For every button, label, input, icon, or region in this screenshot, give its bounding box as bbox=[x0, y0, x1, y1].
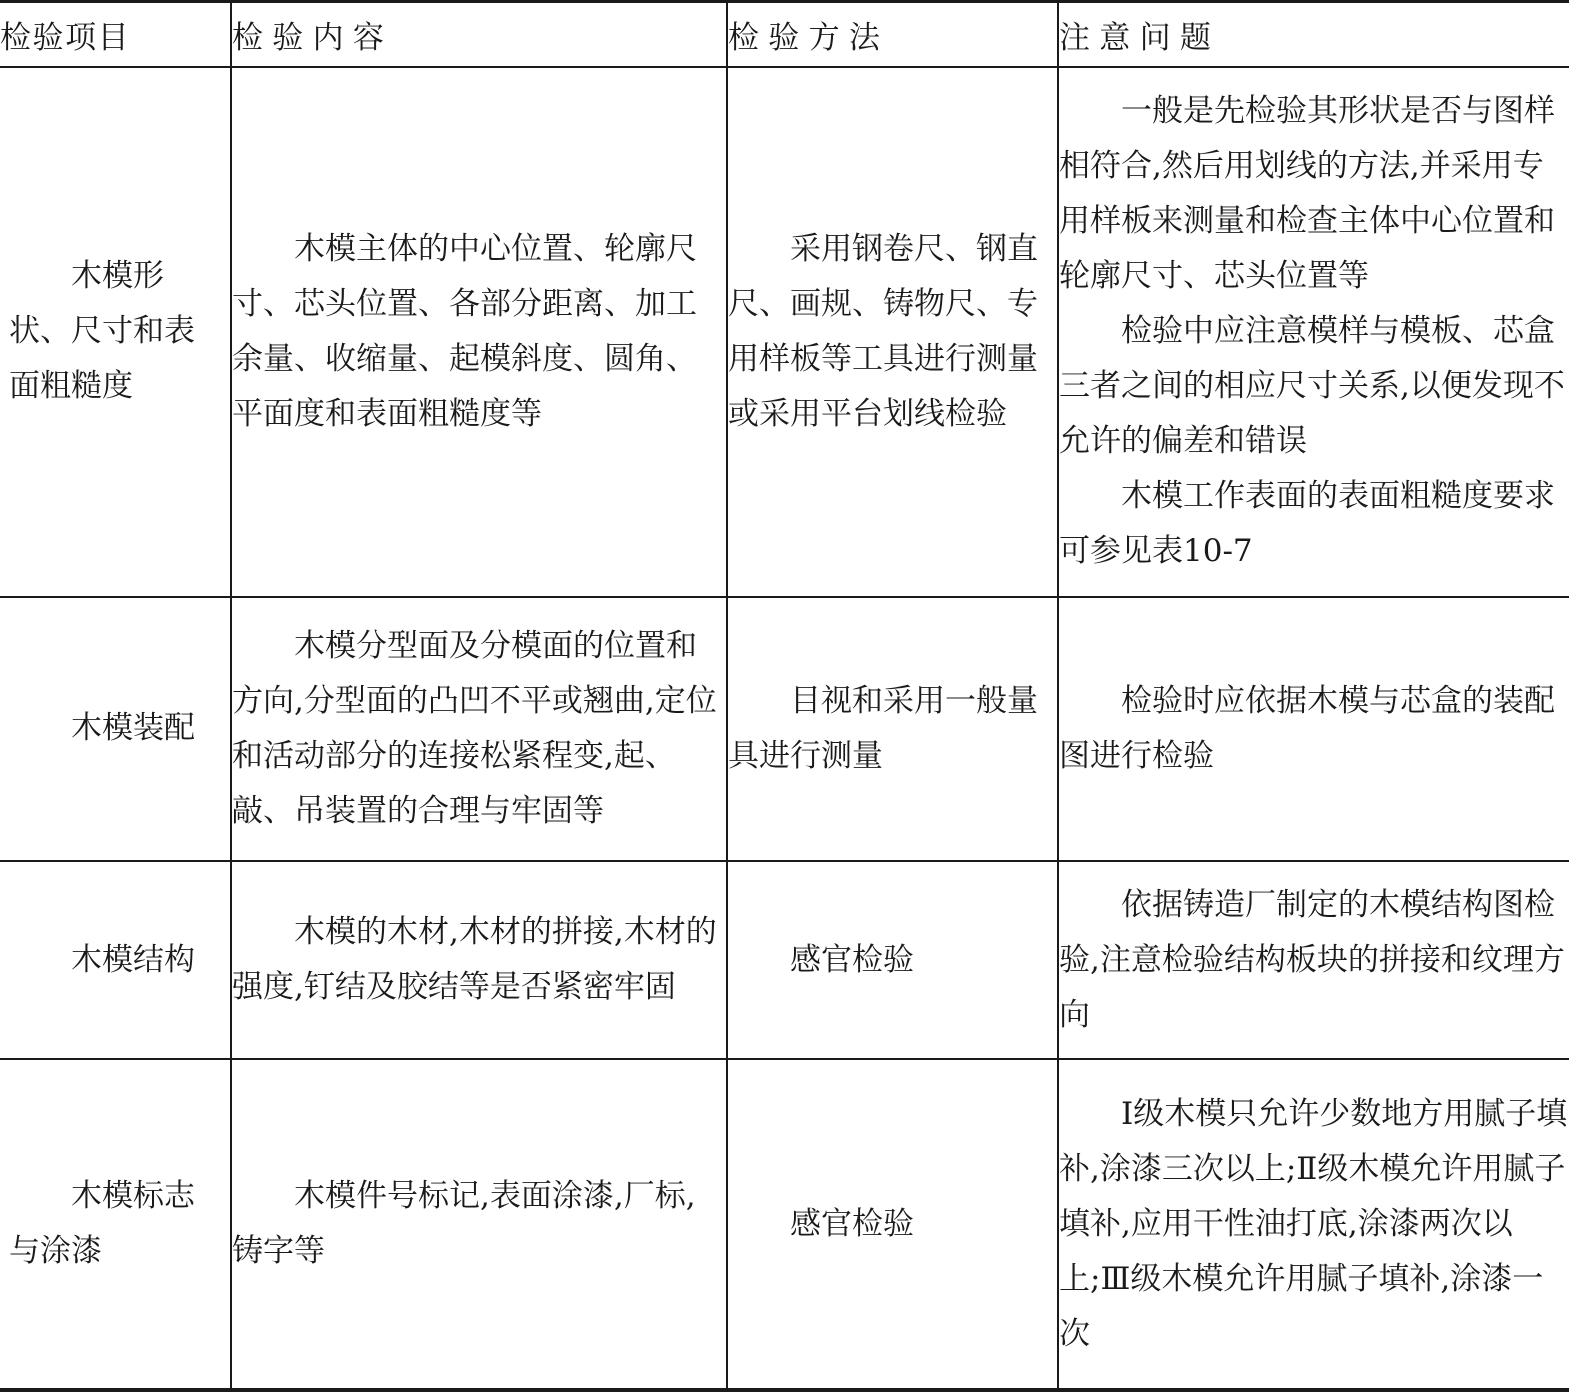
item-cell bbox=[0, 597, 231, 861]
notes-cell bbox=[1058, 861, 1569, 1059]
notes-cell bbox=[1058, 597, 1569, 861]
method-cell bbox=[727, 861, 1058, 1059]
method-text: 目视和采用一般量具进行测量 bbox=[728, 682, 1038, 774]
table-row bbox=[0, 1059, 1569, 1390]
item-text: 木模装配 bbox=[71, 710, 195, 747]
table-row bbox=[0, 597, 1569, 861]
note-paragraph: Ⅰ级木模只允许少数地方用腻子填补,涂漆三次以上;Ⅱ级木模允许用腻子填补,应用干性油打底,涂漆两次以上;Ⅲ级木模允许用腻子填补,涂漆一次 bbox=[1059, 1095, 1568, 1352]
table-row bbox=[0, 861, 1569, 1059]
item-text: 木模形状、尺寸和表面粗糙度 bbox=[9, 258, 195, 405]
note-paragraph: 木模工作表面的表面粗糙度要求可参见表10-7 bbox=[1059, 478, 1555, 570]
table-row bbox=[0, 67, 1569, 597]
method-text: 感官检验 bbox=[790, 1205, 914, 1242]
notes-cell bbox=[1058, 1059, 1569, 1390]
method-text: 感官检验 bbox=[790, 941, 914, 978]
content-cell bbox=[231, 861, 727, 1059]
note-paragraph: 一般是先检验其形状是否与图样相符合,然后用划线的方法,并采用专用样板来测量和检查主体中心位置和轮廓尺寸、芯头位置等 bbox=[1059, 93, 1555, 295]
item-text: 木模结构 bbox=[71, 941, 195, 978]
content-text: 木模分型面及分模面的位置和方向,分型面的凸凹不平或翘曲,定位和活动部分的连接松紧程变,起、敲、吊装置的合理与牢固等 bbox=[232, 627, 717, 829]
content-cell bbox=[231, 67, 727, 597]
content-cell bbox=[231, 1059, 727, 1390]
item-text: 木模标志与涂漆 bbox=[9, 1178, 195, 1270]
method-text: 采用钢卷尺、钢直尺、画规、铸物尺、专用样板等工具进行测量或采用平台划线检验 bbox=[728, 230, 1038, 432]
content-text: 木模件号标记,表面涂漆,厂标,铸字等 bbox=[232, 1178, 696, 1270]
method-cell bbox=[727, 597, 1058, 861]
note-paragraph: 检验中应注意模样与模板、芯盒三者之间的相应尺寸关系,以便发现不允许的偏差和错误 bbox=[1059, 313, 1565, 460]
header-method: 检验方法 bbox=[727, 2, 1058, 67]
method-cell bbox=[727, 67, 1058, 597]
header-row bbox=[0, 2, 1569, 67]
item-cell bbox=[0, 67, 231, 597]
item-cell bbox=[0, 1059, 231, 1390]
item-cell bbox=[0, 861, 231, 1059]
header-content: 检验内容 bbox=[231, 2, 727, 67]
notes-cell bbox=[1058, 67, 1569, 597]
content-text: 木模主体的中心位置、轮廓尺寸、芯头位置、各部分距离、加工余量、收缩量、起模斜度、圆角、平面度和表面粗糙度等 bbox=[232, 230, 697, 432]
header-notes: 注意问题 bbox=[1058, 2, 1569, 67]
content-text: 木模的木材,木材的拼接,木材的强度,钉结及胶结等是否紧密牢固 bbox=[232, 914, 717, 1006]
note-paragraph: 检验时应依据木模与芯盒的装配图进行检验 bbox=[1059, 682, 1555, 774]
header-item: 检验项目 bbox=[0, 2, 231, 67]
content-cell bbox=[231, 597, 727, 861]
note-paragraph: 依据铸造厂制定的木模结构图检验,注意检验结构板块的拼接和纹理方向 bbox=[1059, 886, 1565, 1033]
method-cell bbox=[727, 1059, 1058, 1390]
